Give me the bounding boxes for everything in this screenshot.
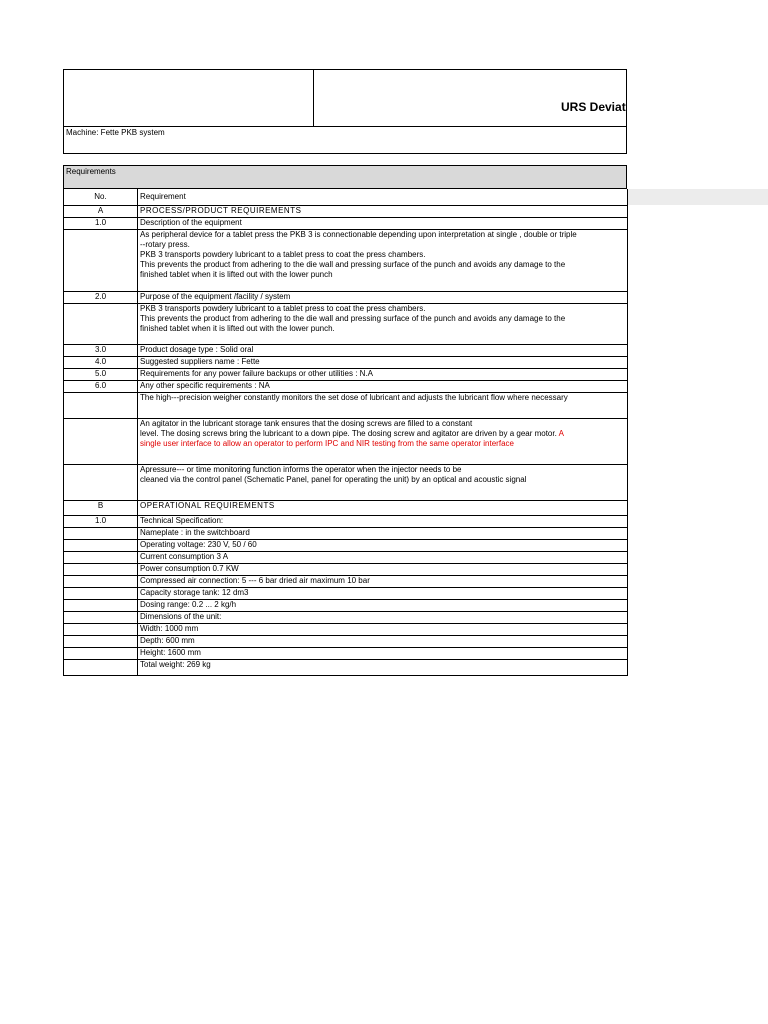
requirement-line: Dosing range: 0.2 ... 2 kg/h xyxy=(140,600,237,609)
row-requirement xyxy=(138,624,628,636)
requirement-line: Operating voltage: 230 V, 50 / 60 xyxy=(140,540,257,549)
row-requirement xyxy=(138,206,628,218)
table-row xyxy=(64,540,628,552)
row-number xyxy=(64,600,138,612)
table-row xyxy=(64,516,628,528)
table-row xyxy=(64,588,628,600)
red-note-text: A xyxy=(556,429,564,438)
row-number xyxy=(64,552,138,564)
table-row xyxy=(64,660,628,676)
row-number: B xyxy=(64,501,138,516)
title-divider xyxy=(313,70,314,126)
requirements-table xyxy=(63,189,628,676)
row-requirement xyxy=(138,465,628,501)
requirement-line: PROCESS/PRODUCT REQUIREMENTS xyxy=(140,206,302,215)
row-number xyxy=(64,612,138,624)
requirement-line: OPERATIONAL REQUIREMENTS xyxy=(140,501,275,510)
requirement-line: The high---precision weigher constantly monitors the set dose of lubricant and adjusts the lubricant flow where necessary xyxy=(140,393,568,402)
requirements-header-label: Requirements xyxy=(66,167,116,176)
row-requirement xyxy=(138,636,628,648)
row-requirement xyxy=(138,345,628,357)
requirement-line: Depth: 600 mm xyxy=(140,636,195,645)
row-number: 4.0 xyxy=(64,357,138,369)
row-number xyxy=(64,564,138,576)
table-row xyxy=(64,345,628,357)
requirement-line: This prevents the product from adhering to the die wall and pressing surface of the punch and avoids any damage to the xyxy=(140,260,566,269)
row-number xyxy=(64,393,138,419)
requirement-line: Width: 1000 mm xyxy=(140,624,199,633)
row-requirement xyxy=(138,660,628,676)
row-requirement xyxy=(138,393,628,419)
row-requirement xyxy=(138,230,628,292)
table-row xyxy=(64,648,628,660)
row-number xyxy=(64,419,138,465)
row-requirement xyxy=(138,501,628,516)
row-requirement xyxy=(138,516,628,528)
requirement-line: finished tablet when it is lifted out with the lower punch xyxy=(140,270,333,279)
table-row xyxy=(64,357,628,369)
row-number: 2.0 xyxy=(64,292,138,304)
table-row xyxy=(64,528,628,540)
requirement-line: This prevents the product from adhering to the die wall and pressing surface of the punch and avoids any damage to the xyxy=(140,314,566,323)
row-requirement xyxy=(138,612,628,624)
requirements-section-header xyxy=(63,165,627,189)
requirement-line: Suggested suppliers name : Fette xyxy=(140,357,260,366)
row-number xyxy=(64,230,138,292)
red-note-line: single user interface to allow an operator to perform IPC and NIR testing from the same operator interface xyxy=(140,439,514,448)
row-number xyxy=(64,304,138,345)
requirement-line: finished tablet when it is lifted out with the lower punch. xyxy=(140,324,335,333)
requirement-line: As peripheral device for a tablet press the PKB 3 is connectionable depending upon interpretation at single , double or triple xyxy=(140,230,577,239)
row-requirement xyxy=(138,648,628,660)
row-number xyxy=(64,624,138,636)
table-row xyxy=(64,576,628,588)
column-header-requirement: Requirement xyxy=(138,189,628,206)
requirement-line: Requirements for any power failure backups or other utilities : N.A xyxy=(140,369,373,378)
column-header-no: No. xyxy=(64,189,138,206)
row-requirement xyxy=(138,419,628,465)
row-requirement xyxy=(138,357,628,369)
row-requirement xyxy=(138,292,628,304)
row-number: 1.0 xyxy=(64,218,138,230)
row-requirement xyxy=(138,540,628,552)
row-number: 1.0 xyxy=(64,516,138,528)
requirement-line: Height: 1600 mm xyxy=(140,648,201,657)
table-header-row xyxy=(64,189,628,206)
table-row xyxy=(64,600,628,612)
row-number: 6.0 xyxy=(64,381,138,393)
table-row xyxy=(64,369,628,381)
row-number xyxy=(64,465,138,501)
row-number: 5.0 xyxy=(64,369,138,381)
table-row xyxy=(64,624,628,636)
requirement-line: An agitator in the lubricant storage tank ensures that the dosing screws are filled to a constant xyxy=(140,419,473,428)
requirement-line: level. The dosing screws bring the lubricant to a down pipe. The dosing screw and agitator are driven by a gear motor. A xyxy=(140,429,564,438)
requirement-line: Product dosage type : Solid oral xyxy=(140,345,254,354)
row-requirement xyxy=(138,218,628,230)
table-row xyxy=(64,393,628,419)
requirement-line: PKB 3 transports powdery lubricant to a tablet press to coat the press chambers. xyxy=(140,304,426,313)
row-number xyxy=(64,636,138,648)
table-row xyxy=(64,501,628,516)
table-row xyxy=(64,218,628,230)
title-box xyxy=(63,69,627,127)
requirement-line: Apressure--- or time monitoring function informs the operator when the injector needs to be xyxy=(140,465,462,474)
requirement-line: cleaned via the control panel (Schematic Panel, panel for operating the unit) by an optical and acoustic signal xyxy=(140,475,527,484)
requirement-line: Current consumption 3 A xyxy=(140,552,229,561)
table-row xyxy=(64,230,628,292)
table-row xyxy=(64,552,628,564)
table-row xyxy=(64,612,628,624)
row-number xyxy=(64,588,138,600)
row-requirement xyxy=(138,564,628,576)
row-requirement xyxy=(138,369,628,381)
row-number: A xyxy=(64,206,138,218)
row-number xyxy=(64,576,138,588)
machine-label: Machine: Fette PKB system xyxy=(66,128,165,137)
requirement-line: Total weight: 269 kg xyxy=(140,660,211,669)
row-number xyxy=(64,528,138,540)
table-row xyxy=(64,206,628,218)
requirement-line: --rotary press. xyxy=(140,240,190,249)
row-requirement xyxy=(138,600,628,612)
row-number xyxy=(64,540,138,552)
requirement-line: Power consumption 0.7 KW xyxy=(140,564,239,573)
requirement-line: PKB 3 transports powdery lubricant to a tablet press to coat the press chambers. xyxy=(140,250,426,259)
document-title: URS Deviat xyxy=(561,100,626,114)
row-requirement xyxy=(138,528,628,540)
row-number xyxy=(64,648,138,660)
row-requirement xyxy=(138,381,628,393)
requirement-line: Any other specific requirements : NA xyxy=(140,381,270,390)
table-row xyxy=(64,636,628,648)
row-requirement xyxy=(138,304,628,345)
requirement-line: Description of the equipment xyxy=(140,218,242,227)
requirement-line: Dimensions of the unit: xyxy=(140,612,222,621)
urs-document xyxy=(63,69,627,676)
row-number: 3.0 xyxy=(64,345,138,357)
requirement-line: Compressed air connection: 5 --- 6 bar dried air maximum 10 bar xyxy=(140,576,370,585)
row-requirement xyxy=(138,588,628,600)
table-row xyxy=(64,465,628,501)
row-number xyxy=(64,660,138,676)
table-row xyxy=(64,292,628,304)
machine-label-box xyxy=(63,127,627,154)
requirement-line: Technical Specification: xyxy=(140,516,224,525)
row-requirement xyxy=(138,552,628,564)
table-row xyxy=(64,304,628,345)
requirement-line: Capacity storage tank: 12 dm3 xyxy=(140,588,249,597)
table-row xyxy=(64,419,628,465)
requirement-line: Purpose of the equipment /facility / system xyxy=(140,292,291,301)
row-requirement xyxy=(138,576,628,588)
cell-selection-strip xyxy=(627,189,768,205)
table-row xyxy=(64,381,628,393)
requirement-line: Nameplate : in the switchboard xyxy=(140,528,250,537)
table-row xyxy=(64,564,628,576)
